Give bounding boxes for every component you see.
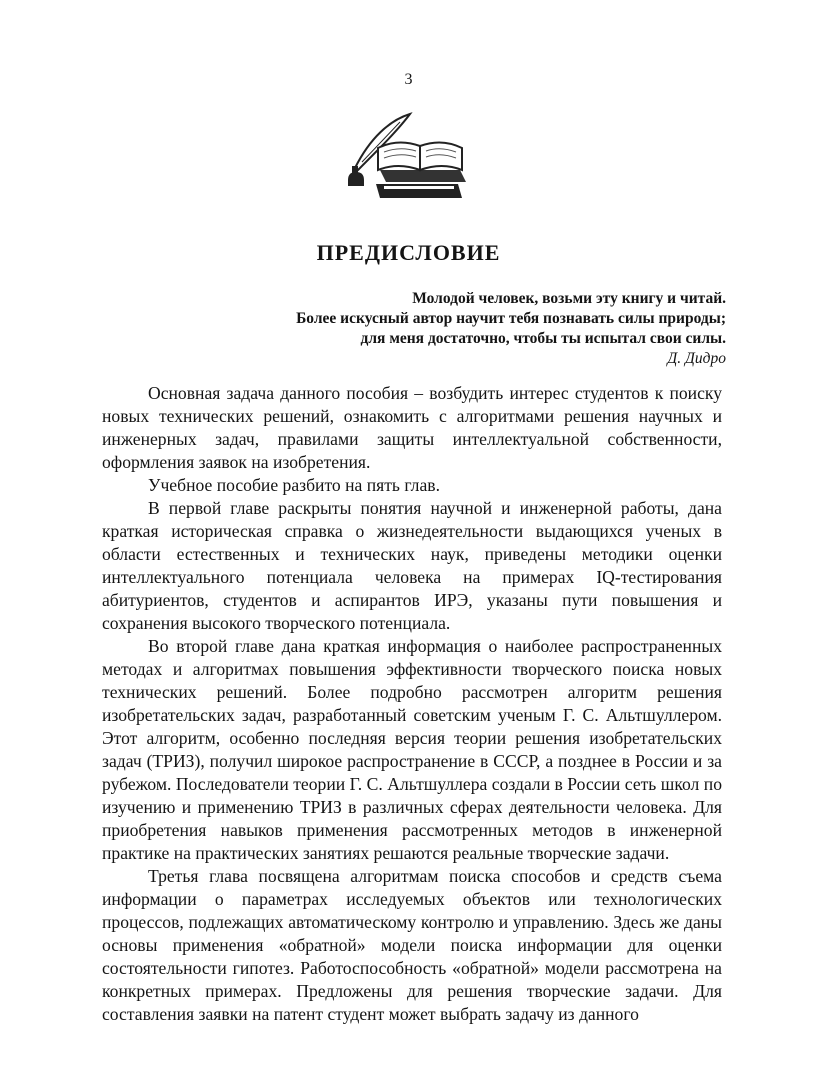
paragraph: Во второй главе дана краткая информация о наиболее распространенных методах и алгоритмах повышения эффективности творческого поиска новых технических решений. Более подробно рассмотрен алгоритм решения изобретательских задач, разработанный советским ученым Г. С. Альтшуллером. Этот алгоритм, особенно последняя версия теории решения изобретательских задач (ТРИЗ), получил широкое распространение в СССР, а позднее в России и за рубежом. Последователи теории Г. С. Альтшуллера создали в России сеть школ по изучению и применению ТРИЗ в различных сферах деятельности человека. Для приобретения навыков применения рассмотренных методов в инженерной практике на практических занятиях решаются реальные творческие задачи. <box>102 636 722 863</box>
epigraph-line: Молодой человек, возьми эту книгу и читай. <box>412 290 726 307</box>
epigraph-line: Более искусный автор научит тебя познавать силы природы; <box>296 310 726 327</box>
epigraph <box>166 289 726 369</box>
paragraph: Третья глава посвящена алгоритмам поиска способов и средств съема информации о параметрах исследуемых объектов или технологических процессов, подлежащих автоматическому контролю и управлению. Здесь же даны основы применения «обратной» модели поиска информации для оценки состоятельности гипотез. Работоспособность «обратной» модели рассмотрена на конкретных примерах. Предложены для решения творческие задачи. Для составления заявки на патент студент может выбрать задачу из данного <box>102 866 722 1024</box>
epigraph-line: для меня достаточно, чтобы ты испытал свои силы. <box>360 330 726 347</box>
epigraph-author: Д. Дидро <box>667 350 726 367</box>
page-title: ПРЕДИСЛОВИЕ <box>316 240 501 265</box>
preface-body <box>102 382 722 1026</box>
books-and-quill-icon <box>340 108 470 208</box>
paragraph: Учебное пособие разбито на пять глав. <box>148 475 440 495</box>
paragraph: В первой главе раскрыты понятия научной и инженерной работы, дана краткая историческая справка о жизнедеятельности выдающихся ученых в области естественных и технических наук, приведены методики оценки интеллектуального потенциала человека на примерах IQ-тестирования абитуриентов, студентов и аспирантов ИРЭ, указаны пути повышения и сохранения высокого творческого потенциала. <box>102 498 722 633</box>
paragraph: Основная задача данного пособия – возбудить интерес студентов к поиску новых технических решений, ознакомить с алгоритмами решения научных и инженерных задач, правилами защиты интеллектуальной собственности, оформления заявок на изобретения. <box>102 383 722 472</box>
page-number: 3 <box>404 71 413 88</box>
